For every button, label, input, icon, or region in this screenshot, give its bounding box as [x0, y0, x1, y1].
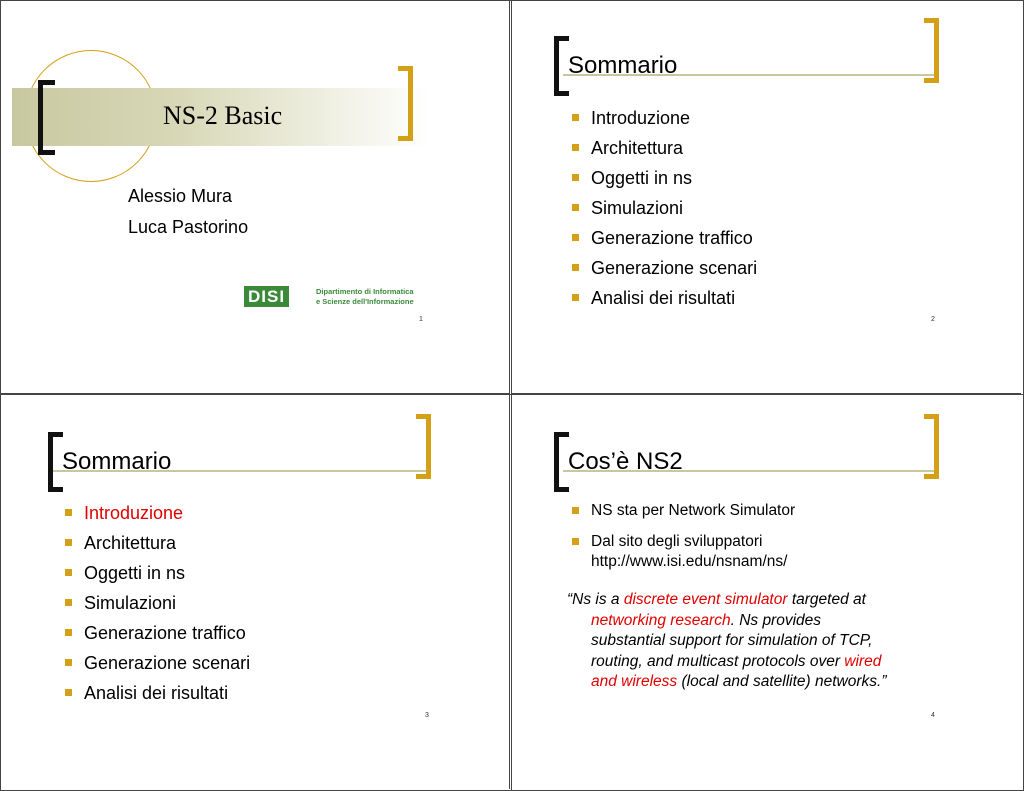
logo-line-2: e Scienze dell'Informazione: [316, 297, 414, 306]
bullet-square-icon: [572, 234, 579, 241]
list-item: NS sta per Network Simulator: [567, 501, 795, 521]
list-item: Oggetti in ns: [60, 562, 250, 592]
list-item: Architettura: [567, 137, 757, 167]
bullet-square-icon: [65, 569, 72, 576]
list-item: Analisi dei risultati: [60, 682, 250, 712]
left-bracket: [554, 432, 569, 492]
page-number: 1: [419, 316, 423, 323]
bullet-square-icon: [572, 507, 579, 514]
bullet-square-icon: [572, 114, 579, 121]
horizontal-divider: [0, 394, 1024, 395]
list-item: Generazione traffico: [567, 227, 757, 257]
list-item: Analisi dei risultati: [567, 287, 757, 317]
url-text: http://www.isi.edu/nsnam/ns/: [591, 553, 788, 570]
bullet-list: [567, 107, 757, 317]
bullet-list: [567, 501, 795, 583]
list-item: Generazione scenari: [567, 257, 757, 287]
right-bracket: [924, 18, 939, 83]
quote-block: “Ns is a discrete event simulator targeted at networking research. Ns provides substantial support for simulation of TCP, routing, and multicast protocols over wired and wireless (local and satellite) networks.”: [567, 591, 887, 690]
slide-3: [0, 395, 510, 789]
bullet-list: [60, 502, 250, 712]
list-item: Dal sito degli sviluppatori http://www.isi.edu/nsnam/ns/: [567, 532, 795, 572]
logo-mark: DISI: [244, 286, 289, 307]
list-item: Simulazioni: [60, 592, 250, 622]
left-bracket: [554, 36, 569, 96]
slide-title: Sommario: [62, 448, 172, 475]
list-item: Oggetti in ns: [567, 167, 757, 197]
bullet-square-icon: [65, 509, 72, 516]
bullet-square-icon: [65, 599, 72, 606]
bullet-square-icon: [572, 174, 579, 181]
right-bracket: [416, 414, 431, 479]
list-item-highlighted: Introduzione: [60, 502, 250, 532]
slide-title: Cos’è NS2: [568, 448, 683, 475]
slide-4: [511, 395, 1021, 789]
bullet-square-icon: [572, 538, 579, 545]
bullet-square-icon: [65, 539, 72, 546]
list-item: Introduzione: [567, 107, 757, 137]
list-item: Generazione scenari: [60, 652, 250, 682]
right-bracket: [398, 66, 413, 141]
bullet-square-icon: [65, 659, 72, 666]
author-2: Luca Pastorino: [128, 217, 249, 237]
slide-1: [0, 0, 510, 394]
bullet-square-icon: [572, 294, 579, 301]
bullet-square-icon: [572, 204, 579, 211]
vertical-divider: [511, 0, 512, 791]
page-number: 4: [931, 712, 935, 719]
author-1: Alessio Mura: [128, 186, 233, 206]
slide-title: Sommario: [568, 52, 678, 79]
left-bracket: [38, 80, 55, 155]
bullet-square-icon: [572, 144, 579, 151]
disi-logo: [244, 286, 424, 308]
left-bracket: [48, 432, 63, 492]
slide-2: [511, 0, 1021, 394]
list-item: Architettura: [60, 532, 250, 562]
bullet-square-icon: [572, 264, 579, 271]
list-item: Generazione traffico: [60, 622, 250, 652]
slide-title: NS-2 Basic: [163, 101, 283, 130]
bullet-square-icon: [65, 689, 72, 696]
right-bracket: [924, 414, 939, 479]
logo-line-1: Dipartimento di Informatica: [316, 287, 414, 296]
page-number: 2: [931, 316, 935, 323]
page-number: 3: [425, 712, 429, 719]
bullet-square-icon: [65, 629, 72, 636]
list-item: Simulazioni: [567, 197, 757, 227]
